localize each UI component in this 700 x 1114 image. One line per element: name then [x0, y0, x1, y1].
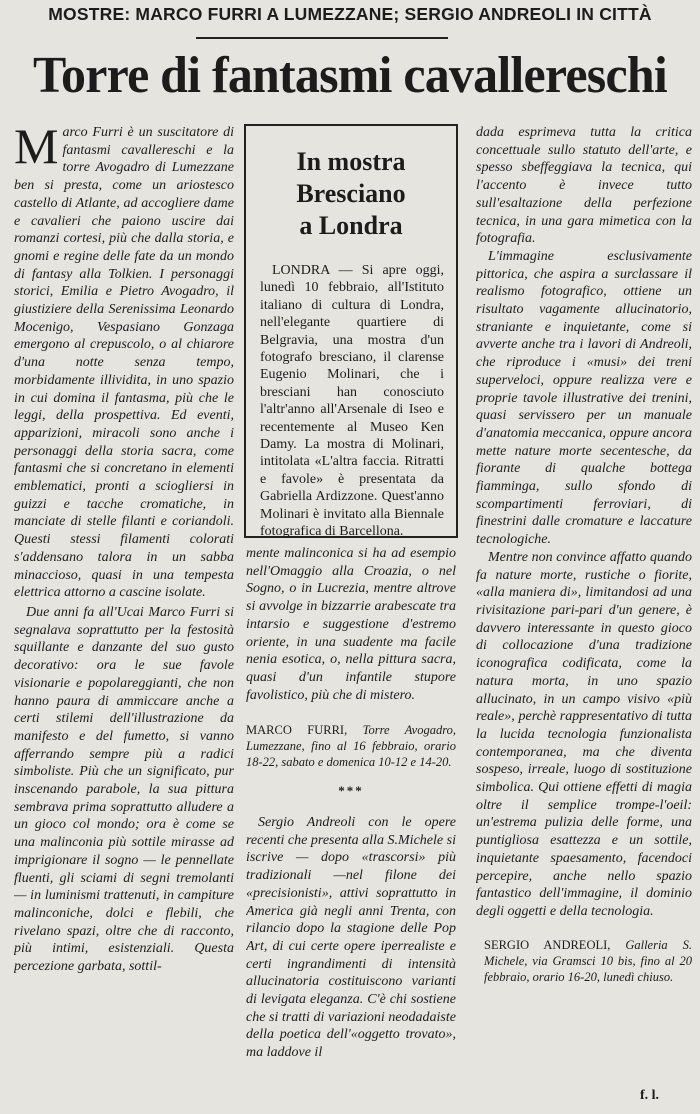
author-signature: f. l. — [640, 1088, 660, 1103]
paragraph-3: mente malinconica si ha ad esempio nell'Omaggio alla Croazia, o nel Sogno, o in Lucrezia, mentre altrove si avvolge in bizzarrie arabescate tra intarsio e suggestione d'estremo oriente, in una suadente ma facile nenia esotica, o, nella pittura sacra, quasi d'un infantile stupore favolistico, più che di mistero. — [246, 546, 456, 703]
separator-stars: *** — [338, 783, 364, 799]
paragraph-5: dada esprimeva tutta la critica concettuale sullo statuto dell'arte, e spesso sbeffeggiava la tecnica, qui l'accento è invece tutto sull'esaltazione della perfezione tecnica, in una gara mimetica con la fotografia. — [476, 125, 692, 247]
column-1 — [14, 124, 234, 1092]
box-body: LONDRA — Si apre oggi, lunedì 10 febbraio, all'Istituto italiano di cultura di Londra, nell'elegante quartiere di Belgravia, una mostra d'un fotografo bresciano, il clarense Eugenio Molinari, che i bresciani han conosciuto l'altr'anno all'Arsenale di Iseo e recentemente al Museo Ken Damy. La mostra di Molinari, intitolata «L'altra faccia. Ritratti e favole» è presentata da Gabriella Ardizzone. Quest'anno Molinari è invitato alla Biennale fotografica di Barcellona. — [260, 263, 444, 540]
dropcap: M — [14, 124, 59, 174]
kicker-rule — [196, 37, 448, 39]
sidebar-box — [244, 124, 458, 538]
box-title: In mostra Bresciano a Londra — [296, 147, 406, 240]
headline: Torre di fantasmi cavallereschi — [33, 47, 667, 104]
column-3 — [476, 124, 692, 1088]
kicker: MOSTRE: MARCO FURRI A LUMEZZANE; SERGIO ANDREOLI IN CITTÀ — [48, 4, 652, 24]
column-2 — [246, 545, 456, 1093]
event-info-andreoli: SERGIO ANDREOLI, Galleria S. Michele, via Gramsci 10 bis, fino al 20 febbraio, orario 16-20, lunedì chiuso. — [484, 937, 692, 984]
paragraph-1: Marco Furri è un suscitatore di fantasmi cavallereschi e la torre Avogadro di Lumezzane ben si presta, come un ariostesco castello di Atlante, ad accogliere dame e cavalieri che paiono uscire dai romanzi cortesi, più che dalla storia, e gnomi e regine delle fate da un mondo di fantasy alla Tolkien. I personaggi storici, Emilia e Pietro Avogadro, il giustiziere della Serenissima Leonardo Mocenigo, Vespasiano Gonzaga emergono al crepuscolo, o al chiarore d'una notte senza tempo, morbidamente illividita, in uno spazio in cui domina il fantasma, più che le leggi, della prospettiva. Ed eventi, apparizioni, miracoli sono anche i personaggi della storia sacra, come fantasmi che si concretano in elementi emblematici, pronti a sciogliersi in guizzi e tacche cromatiche, in manciate di stelle filanti e coriandoli. Questi stessi filamenti colorati s'addensano talora in un sabba minaccioso, quasi in una tempesta elettrica attorno a cascine isolate. — [14, 124, 234, 601]
event-info-furri: MARCO FURRI, Torre Avogadro, Lumezzane, fino al 16 febbraio, orario 18-22, sabato e domenica 10-12 e 14-20. — [246, 723, 456, 770]
paragraph-7: Mentre non convince affatto quando fa nature morte, rustiche o fiorite, «alla maniera di», limitandosi ad una rivisitazione pari-pari d'un genere, è davvero interessante in questo gioco di collocazione d'una tradizione iconografica codificata, come la natura morta, in uno spazio allucinato, in un campo visivo «più reale», perchè rappresentativo di tutta la lucida tecnologia funzionalista contemporanea, ma che diventa sospeso, irreale, luogo di sostituzione simbolica. Qui ottiene effetti di magia oltre il semplice trompe-l'oeil: un'estrema pulizia delle forme, una puntigliosa esattezza e un sottile, inquietante spaesamento, facendoci percepire, anche nello spazio fantastico dell'immagine, il dominio degli oggetti e della tecnologia. — [476, 549, 692, 919]
paragraph-2: Due anni fa all'Ucai Marco Furri si segnalava soprattutto per la festosità squillante e danzante del suo gusto decorativo: ora le sue favole visionarie e popolareggianti, che non hanno paura di ammiccare anche a certi stilemi dell'illustrazione da manifesto e del fumetto, si vanno afferrando sempre più a radici simboliste. Più che un significato, pur inscenando parabole, la sua pittura sembrava prima soprattutto alludere a un gioco col mondo; ora è come se una malinconia più sottile mirasse ad imprigionare il sogno — le pennellate fluenti, gli sciami di segni tremolanti — in luminismi trattenuti, in campiture malinconiche, dolci e flebili, che rivelano spazi, oltre che di racconto, più intimi, esistenziali. Questa percezione garbata, sottil- — [14, 604, 234, 975]
paragraph-4: Sergio Andreoli con le opere recenti che presenta alla S.Michele si iscrive — dopo «trascorsi» più tradizionali —nel filone dei «precisionisti», attivi soprattutto in America già negli anni Trenta, con rilancio dopo la stagione delle Pop Art, di cui certe opere iperrealiste e certi ingrandimenti di intensità allucinatoria costituiscono varianti di levigata eleganza. C'è chi sostiene che si tratti di variazioni neodadaiste della poetica dell'«oggetto trovato», ma laddove il — [246, 815, 456, 1061]
paragraph-6: L'immagine esclusivamente pittorica, che aspira a surclassare il realismo fotografico, ottiene un risultato vagamente allucinatorio, straniante e inquietante, come si avverte anche tra i lavori di Andreoli, che riproduce i «musi» dei treni superveloci, oppure realizza vere e proprie tavole illustrative dei trenini, quasi servissero per un manuale d'anatomia meccanica, oppure ancora mette nature morte secentesche, da fiorante di qualche bottega fiamminga, sullo sfondo di scompartimenti ferroviari, di finestrini dalle cromature e laccature tecnologiche. — [476, 248, 692, 548]
